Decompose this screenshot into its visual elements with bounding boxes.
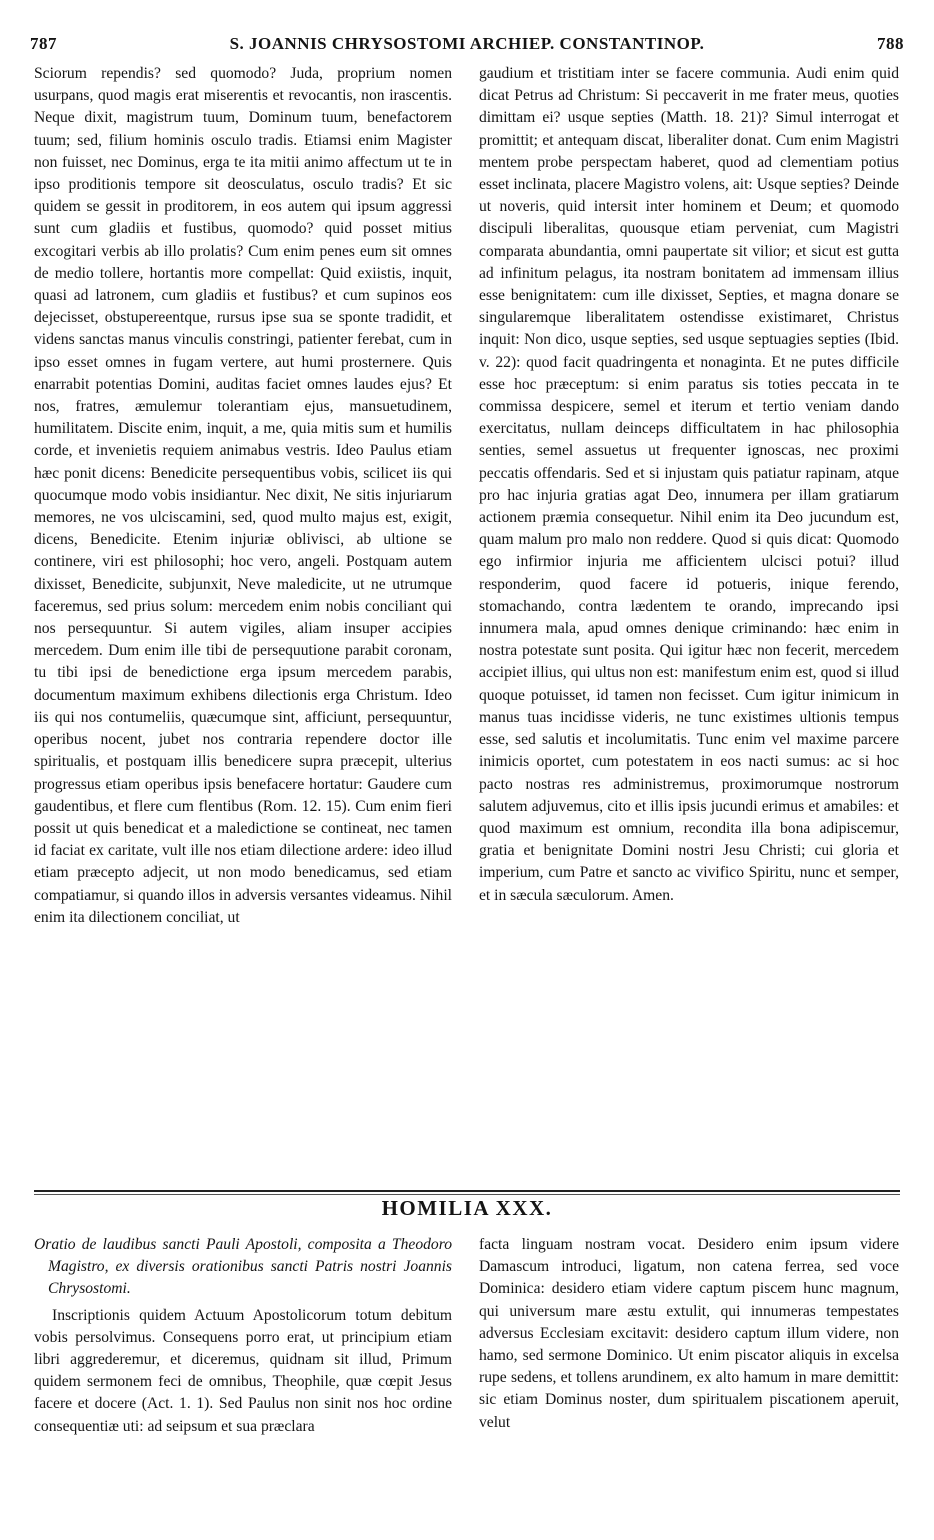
bottom-left-column (34, 1234, 452, 1438)
top-left-paragraph: Sciorum rependis? sed quomodo? Juda, proprium nomen usurpans, quod magis erat miserentis et revocantis, non irascentis. Neque dixit, magistrum tuum, Dominum tuum, benefactorem tuum; sed, filium hominis osculo tradis. Etiamsi enim Magister non fuisset, nec Dominus, erga te ita mitii animo affectum ut te in ipso proditionis tempore sit deosculatus, osculo tradis? Et sic quidem se gessit in proditorem, in eos autem qui ipsum aggressi sunt cum gladiis et fustibus, quomodo? quid posset mitius excogitari verbis ab illo prolatis? Cum enim penes eum sit omnes de medio tollere, hortantis more compellat: Quid exiistis, inquit, quasi ad latronem, cum gladiis et fustibus? et cum supinos eos dejecisset, obstupereentque, rursus ipse sua se sponte tradidit, et videns sanctas manus vinculis constringi, patienter ferebat, cum in ipso esset omnes in fugam vertere, aut humi prosternere. Quis enarrabit potentias Domini, auditas faciet omnes laudes ejus? Et nos, fratres, æmulemur tolerantiam ejus, mansuetudinem, humilitatem. Discite enim, inquit, a me, quia mitis sum et humilis corde, et invenietis requiem animabus vestris. Ideo Paulus etiam hæc ponit dicens: Benedicite persequentibus vobis, scilicet iis qui quocumque modo vobis insidiantur. Nec dixit, Ne sitis injuriarum memores, ne vos ulciscamini, sed, quod multo majus est, exigit, dicens, Benedicite. Etenim injuriæ oblivisci, ab ultione se continere, viri est philosophi; hoc vero, angeli. Postquam autem dixisset, Benedicite, subjunxit, Neve maledicite, ut ne utrumque faceremus, sed prius solum: mercedem enim nobis conciliant qui nos persequuntur. Si autem vigiles, aliam insuper accipies mercedem. Dum enim ille tibi de persequutione parabit coronam, tu tibi ipsi de benedictione erga ipsum mercedem parabis, documentum maximum exhibens dilectionis erga Christum. Ideo iis qui nos contumeliis, quæcumque sint, afficiunt, persequuntur, operibus nocent, jubet nos contraria rependere doctor ille spiritualis, et postquam illis benedicere supra præcepit, ulterius progressus etiam operibus ipsis benefacere hortatur: Gaudere cum gaudentibus, et flere cum flentibus (Rom. 12. 15). Cum enim fieri possit ut quis benedicat et a maledictione se contineat, nec tamen id faciat ex caritate, vult ille nos etiam dilectione ardere: ideo illud etiam præcepto adjecit, ut non modo benedicamus, sed etiam compatiamur, si quando illos in adversis versantes videamus. Nihil enim ita dilectionem conciliat, ut (34, 65, 452, 926)
running-head-title: S. JOANNIS CHRYSOSTOMI ARCHIEP. CONSTANTINOP. (229, 34, 705, 53)
page-number-left: 787 (30, 34, 57, 53)
running-header (30, 34, 904, 58)
homily-subtitle: Oratio de laudibus sancti Pauli Apostoli, composita a Theodoro Magistro, ex diversis orationibus sancti Patris nostri Joannis Chrysostomi. (34, 1236, 452, 1298)
section-divider (34, 1190, 900, 1192)
homily-title: HOMILIA XXX. (381, 1196, 553, 1220)
top-right-column (479, 63, 899, 907)
bottom-right-column (479, 1234, 899, 1434)
bottom-left-paragraph: Inscriptionis quidem Actuum Apostolicorum totum debitum vobis persolvimus. Consequens porro erat, ut principium etiam libri aggrederemur, et diceremus, quidnam sit illud, Primum quidem sermonem feci de omnibus, Theophile, quæ cœpit Jesus facere et docere (Act. 1. 1). Sed Paulus non sinit nos hoc ordine consequentiæ uti: ad seipsum et sua præclara (34, 1306, 452, 1435)
top-left-column (34, 63, 452, 929)
top-right-paragraph: gaudium et tristitiam inter se facere communia. Audi enim quid dicat Petrus ad Christum: Si peccaverit in me frater meus, quoties dimittam ei? usque septies (Matth. 18. 21)? Simul interrogat et promittit; et antequam discat, liberaliter donat. Cum enim Magistri mentem probe perspectam haberet, quod ad clementiam potius esset inclinata, placere Magistro volens, ait: Usque septies? Deinde ut noveris, quid intersit inter hominem et Deum; et quomodo discipuli liberalitas, quousque etiam perveniat, cum Magistri comparata abundantia, omni paupertate sit vilior; et sicut est gutta ad infinitum pelagus, ita nostram bonitatem ad immensam illius esse benignitatem: cum ille dixisset, Septies, et magna donare se singularemque liberalitatem ostendisse existimaret, Christus inquit: Non dico, usque septies, sed usque septuagies septies (Ibid. v. 22): quod facit quadringenta et nonaginta. Et ne putes difficile esse hoc præceptum: si enim paratus sis toties peccata in te commissa despicere, semel et iterum et tertio veniam dando exercitatus, nullam deinceps difficultatem in hac philosophia senties, semel assuetus ut frequenter ignoscas, nec proximi peccatis offendaris. Sed et si injustam quis patiatur rapinam, atque pro hac injuria gratias agat Deo, innumera per illam gratiarum actionem præmia consequetur. Nihil enim ita Deo jucundum est, quam malum pro malo non reddere. Quod si quis dicat: Quomodo ego infirmior injuria me afficientem ulcisci potui? illud responderim, quod facere id potueris, inique ferendo, stomachando, contra lædentem te orando, imprecando ipsi innumera mala, apud omnes denique criminando: hæc enim in nostra potestate sunt posita. Qui igitur hæc non fecerit, mercedem accipiet illius, qui ultus non est: manifestum enim est, quod si illud quoque potuisset, id tamen non fecisset. Cum igitur inimicum in manus tuas incidisse videris, ne tunc existimes ultionis tempus esse, sed salutis et incolumitatis. Tunc enim vel maxime parcere inimicis oportet, cum potestatem in eos nacti sumus: ac si hoc pacto nostras res administremus, proximorumque nostrorum salutem adjuvemus, cito et illis ipsis jucundi erimus et amabiles: et quod maximum est omnium, recondita illa bona adipiscemur, gratia et benignitate Domini nostri Jesu Christi; cui gloria et imperium, cum Patre et sancto ac vivifico Spiritu, nunc et semper, et in sæcula sæculorum. Amen. (479, 65, 899, 904)
page-number-right: 788 (877, 34, 904, 53)
bottom-right-paragraph: facta linguam nostram vocat. Desidero enim ipsum videre Damascum introduci, ligatum, non catena ferrea, sed voce Dominica: desidero etiam videre captum piscem hunc magnum, qui universum mare æstu extulit, qui innumeras tempestates adversus Ecclesiam excitavit: desidero captum illum videre, non hamo, sed sermone Dominico. Ut enim piscator aliquis in excelsa rupe sedens, et tollens arundinem, ex alto hamum in mare demittit: sic etiam Dominus noster, dum spiritualem piscationem aperuit, velut (479, 1236, 899, 1431)
